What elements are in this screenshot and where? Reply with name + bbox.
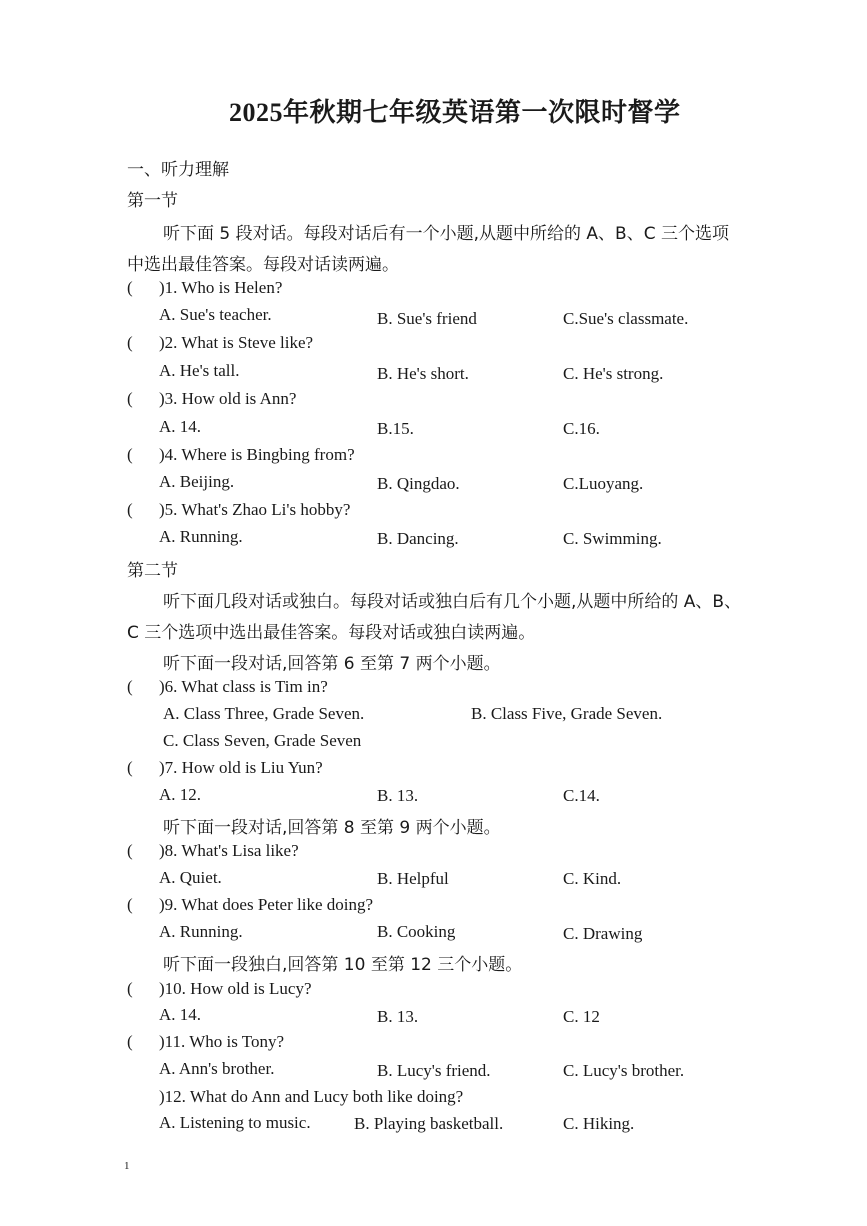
sec2-instruction-line1: 听下面几段对话或独白。每段对话或独白后有几个小题,从题中所给的 A、B、 xyxy=(163,592,742,612)
option-c: C.Luoyang. xyxy=(563,474,644,493)
subsection-instruction-6-7: 听下面一段对话,回答第 6 至第 7 两个小题。 xyxy=(163,654,501,674)
option-b: B. 13. xyxy=(377,1007,419,1026)
question-stem: )8. What's Lisa like? xyxy=(159,841,299,860)
question-stem: )3. How old is Ann? xyxy=(159,389,297,408)
option-b: B. 13. xyxy=(377,786,419,805)
option-a: A. Ann's brother. xyxy=(159,1059,275,1078)
question-stem: )6. What class is Tim in? xyxy=(159,677,328,696)
option-b: B. Helpful xyxy=(377,869,449,888)
option-c: C. He's strong. xyxy=(563,364,664,383)
option-a: A. Quiet. xyxy=(159,868,222,887)
option-a: A. 14. xyxy=(159,1005,202,1024)
option-b: B. Class Five, Grade Seven. xyxy=(471,704,663,723)
option-a: A. Beijing. xyxy=(159,472,235,491)
option-b: B. Cooking xyxy=(377,922,456,941)
option-a: A. Class Three, Grade Seven. xyxy=(163,704,365,723)
option-b: B. He's short. xyxy=(377,364,469,383)
option-a: A. Sue's teacher. xyxy=(159,305,272,324)
option-c: C.16. xyxy=(563,419,600,438)
option-b: B. Qingdao. xyxy=(377,474,460,493)
question-stem: )10. How old is Lucy? xyxy=(159,979,312,998)
question-stem: )7. How old is Liu Yun? xyxy=(159,758,323,777)
page-title: 2025年秋期七年级英语第一次限时督学 xyxy=(229,98,681,127)
answer-paren: ( xyxy=(127,1032,133,1051)
option-b: B.15. xyxy=(377,419,414,438)
option-c: C. Drawing xyxy=(563,924,643,943)
option-a: A. Running. xyxy=(159,527,243,546)
option-c: C. Kind. xyxy=(563,869,622,888)
part1-heading: 一、听力理解 xyxy=(127,160,229,180)
option-b: B. Sue's friend xyxy=(377,309,477,328)
option-a: A. He's tall. xyxy=(159,361,240,380)
answer-paren: ( xyxy=(127,895,133,914)
answer-paren: ( xyxy=(127,278,133,297)
option-a: A. Running. xyxy=(159,922,243,941)
option-c: C. Hiking. xyxy=(563,1114,635,1133)
option-c: C. 12 xyxy=(563,1007,600,1026)
option-c: C.14. xyxy=(563,786,600,805)
question-stem: )11. Who is Tony? xyxy=(159,1032,285,1051)
option-c: C.Sue's classmate. xyxy=(563,309,689,328)
option-c: C. Class Seven, Grade Seven xyxy=(163,731,362,750)
question-stem: )9. What does Peter like doing? xyxy=(159,895,374,914)
answer-paren: ( xyxy=(127,979,133,998)
answer-paren: ( xyxy=(127,677,133,696)
sec2-heading: 第二节 xyxy=(127,561,178,581)
question-stem: )1. Who is Helen? xyxy=(159,278,283,297)
subsection-instruction-10-12: 听下面一段独白,回答第 10 至第 12 三个小题。 xyxy=(163,955,523,975)
option-b: B. Dancing. xyxy=(377,529,459,548)
sec1-instruction-line1: 听下面 5 段对话。每段对话后有一个小题,从题中所给的 A、B、C 三个选项 xyxy=(163,224,729,244)
question-stem: )2. What is Steve like? xyxy=(159,333,314,352)
answer-paren: ( xyxy=(127,500,133,519)
option-c: C. Swimming. xyxy=(563,529,662,548)
question-stem: )4. Where is Bingbing from? xyxy=(159,445,355,464)
answer-paren: ( xyxy=(127,445,133,464)
subsection-instruction-8-9: 听下面一段对话,回答第 8 至第 9 两个小题。 xyxy=(163,818,501,838)
option-a: A. 14. xyxy=(159,417,202,436)
sec1-instruction-line2: 中选出最佳答案。每段对话读两遍。 xyxy=(127,255,399,275)
sec1-heading: 第一节 xyxy=(127,191,178,211)
page-number: 1 xyxy=(124,1160,130,1172)
option-b: B. Lucy's friend. xyxy=(377,1061,491,1080)
sec2-instruction-line2: C 三个选项中选出最佳答案。每段对话或独白读两遍。 xyxy=(127,623,536,643)
answer-paren: ( xyxy=(127,333,133,352)
option-a: A. 12. xyxy=(159,785,202,804)
question-stem: )5. What's Zhao Li's hobby? xyxy=(159,500,351,519)
answer-paren: ( xyxy=(127,389,133,408)
option-a: A. Listening to music. xyxy=(159,1113,311,1132)
option-c: C. Lucy's brother. xyxy=(563,1061,685,1080)
answer-paren: ( xyxy=(127,758,133,777)
question-stem: )12. What do Ann and Lucy both like doing? xyxy=(159,1087,464,1106)
option-b: B. Playing basketball. xyxy=(354,1114,504,1133)
answer-paren: ( xyxy=(127,841,133,860)
